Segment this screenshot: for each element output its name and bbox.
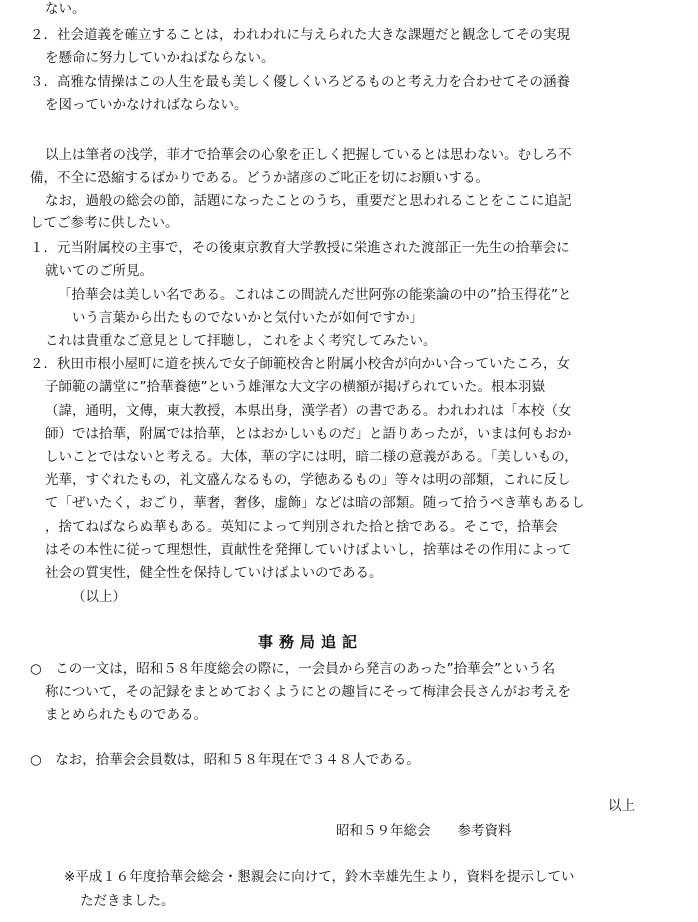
text-line: １．元当附属校の主事で，その後東京教育大学教授に栄進された渡部正一先生の拾華会に bbox=[30, 240, 570, 256]
secretariat-heading: 事務局追記 bbox=[258, 633, 364, 651]
text-line: （以上） bbox=[72, 589, 126, 605]
quote-line: いう言葉から出たものでないかと気付いたが如何ですか」 bbox=[72, 310, 423, 326]
text-line: を図っていかなければならない。 bbox=[45, 97, 248, 113]
note-line: 称について，その記録をまとめておくようにとの趣旨にそって梅津会長さんがお考えを bbox=[45, 684, 571, 700]
text-line: これは貴重なご意見として拝聴し，これをよく考究してみたい。 bbox=[45, 333, 437, 349]
text-line: はその本性に従って理想性，貢献性を発揮していけばよいし，捨華はその作用によって bbox=[45, 542, 572, 558]
closing-mark: 以上 bbox=[608, 798, 635, 814]
reference-caption: 昭和５９年総会 参考資料 bbox=[336, 823, 512, 839]
text-line: 社会の質実性，健全性を保持していけばよいのである。 bbox=[45, 565, 383, 581]
text-line: 備，不全に恐縮するばかりである。どうか諸彦のご叱正を切にお願いする。 bbox=[30, 170, 489, 186]
footnote-line: ただきました。 bbox=[80, 893, 175, 909]
note-line: まとめられたものである。 bbox=[45, 707, 207, 723]
quote-line: 「拾華会は美しい名である。これはこの間読んだ世阿弥の能楽論の中の”拾玉得花”と bbox=[58, 287, 572, 303]
text-line: 師）では拾華，附属では拾華，とはおかしいものだ」と語りあったが，いまは何もおか bbox=[45, 426, 572, 442]
footnote-line: ※平成１６年度拾華会総会・懇親会に向けて，鈴木幸雄先生より，資料を提示してい bbox=[64, 869, 575, 885]
note-line: ○ この一文は，昭和５８年度総会の際に，一会員から発言のあった”拾華会”という名 bbox=[30, 661, 556, 677]
text-line: しいことではないと考える。大体，華の字には明，暗二様の意義がある。「美しいもの， bbox=[45, 449, 578, 465]
text-line: ２．秋田市根小屋町に道を挟んで女子師範校舎と附属小校舎が向かい合っていたころ，女 bbox=[30, 356, 570, 372]
text-line: 子師範の講堂に”拾華養徳”という雄渾な大文字の横額が掲げられていた。根本羽嶽 bbox=[45, 379, 545, 395]
text-line: て「ぜいたく，おごり，華奢，奢侈，虚飾」などは暗の部類。随って拾うべき華もあるし bbox=[45, 495, 585, 511]
text-line: （諱，通明，文傳，東大教授，本県出身，漢学者）の書である。われわれは「本校（女 bbox=[45, 403, 572, 419]
text-line: 光華，すぐれたもの，礼文盛んなるもの，学徳あるもの」等々は明の部類，これに反し bbox=[45, 472, 571, 488]
text-line: ない。 bbox=[45, 1, 86, 17]
text-line: ３．高雅な情操はこの人生を最も美しく優しくいろどるものと考え力を合わせてその涵養 bbox=[30, 74, 570, 90]
text-line: 就いてのご所見。 bbox=[45, 263, 153, 279]
text-line: なお，過般の総会の節，話題になったことのうち，重要だと思われることをここに追記 bbox=[45, 193, 572, 209]
text-line: ，捨てねばならぬ華もある。英知によって判別された拾と捨である。そこで，拾華会 bbox=[45, 519, 558, 535]
text-line: してご参考に供したい。 bbox=[30, 215, 179, 231]
text-line: 以上は筆者の浅学，菲才で拾華会の心象を正しく把握しているとは思わない。むしろ不 bbox=[45, 147, 572, 163]
note-line: ○ なお，拾華会会員数は，昭和５８年現在で３４８人である。 bbox=[30, 752, 420, 768]
text-line: ２．社会道義を確立することは，われわれに与えられた大きな課題だと観念してその実現 bbox=[30, 27, 570, 43]
text-line: を懸命に努力していかねばならない。 bbox=[45, 50, 275, 66]
